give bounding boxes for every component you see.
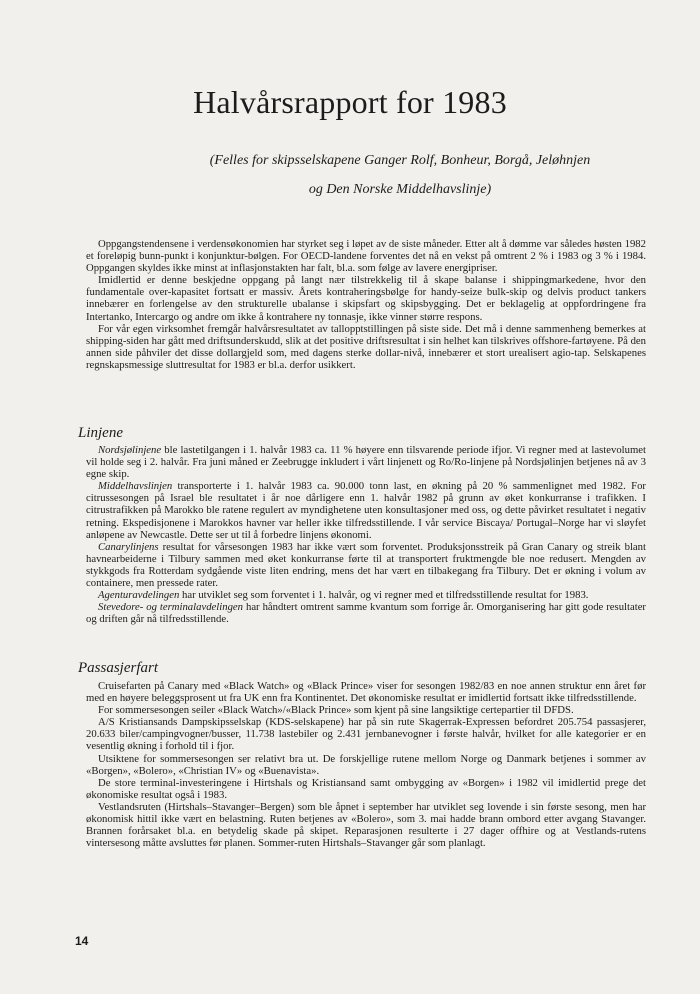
subtitle (120, 146, 680, 204)
passasjerfart-paragraph: De store terminal-investeringene i Hirtshals og Kristiansand samt ombygging av «Borgen» i 1982 vil imidlertid prege det økonomiske resultat også i 1983. (86, 776, 646, 801)
passasjerfart-section (86, 680, 646, 849)
linjene-section (86, 444, 646, 625)
passasjerfart-paragraph: Cruisefarten på Canary med «Black Watch» og «Black Prince» viser for sesongen 1982/83 en noe annen struktur enn året før med en høyere beleggsprosent ut fra UK enn fra Kontinentet. Det økonomiske resultat er imidlertid fortsatt ikke tilfredsstillende. (86, 680, 646, 705)
paragraph-text: ble lastetilgangen i 1. halvår 1983 ca. 11 % høyere enn tilsvarende periode ifjor. Vi regner med at lastevolumet vil holde seg i 2. halvår. Fra juni måned er Zeebrugge inkludert i vårt linjenett og Ro/Ro-linjene på Nordsjølinjen betjenes nå av 3 egne skip. (86, 444, 646, 481)
paragraph-text: har utviklet seg som forventet i 1. halvår, og vi regner med et tilfredsstillende resultat for 1983. (179, 589, 589, 602)
linjene-paragraph (86, 589, 646, 601)
paragraph-text: har håndtert omtrent samme kvantum som forrige år. Omorganisering har gitt gode resultater og driften går nå tilfredsstillende. (86, 601, 646, 626)
subtitle-line-2: og Den Norske Middelhavslinje) (308, 182, 492, 197)
subtitle-line-1: (Felles for skipsselskapene Ganger Rolf, Bonheur, Borgå, Jeløhnjen (209, 153, 591, 168)
passasjerfart-paragraph: Utsiktene for sommersesongen ser relativt bra ut. De forskjellige rutene mellom Norge og Danmark betjenes i sommer av «Borgen», «Bolero», «Christian IV» og «Buenavista». (86, 752, 646, 777)
linjene-paragraph (86, 480, 646, 540)
show-through-shadow (70, 48, 690, 82)
section-heading-passasjerfart: Passasjerfart (78, 660, 159, 676)
section-heading-linjene: Linjene (78, 425, 123, 441)
intro-paragraph: Oppgangstendensene i verdensøkonomien har styrket seg i løpet av de siste måneder. Etter alt å dømme var således høsten 1982 et foreløpig bunn-punkt i konjunktur-bølgen. For OECD-landene forventes det nå en vekst på omtrent 2 % i 1983 og 3 % i 1984. Oppgangen skyldes ikke minst at inflasjonstakten har falt, bl.a. som følge av lavere energipriser. (86, 238, 646, 275)
passasjerfart-paragraph: For sommersesongen seiler «Black Watch»/«Black Prince» som kjent på sine langsiktige certepartier til DFDS. (98, 704, 574, 717)
lead-term: Agenturavdelingen (98, 589, 180, 602)
paragraph-text: resultat for vårsesongen 1983 har ikke vært som forventet. Produksjonsstreik på Gran Canary og streik blant havnearbeiderne i Tilbury sammen med øket konkurranse førte til at transportert fruktmengde ble noe redusert. Mengden av stykkgods fra Rotterdam sydgående viste liten endring, mens det har vært en tilbakegang fra Tilbury. Det er økning i volum av containere, men pressede rater. (86, 540, 646, 590)
intro-section (86, 238, 646, 371)
passasjerfart-paragraph: A/S Kristiansands Dampskipsselskap (KDS-selskapene) har på sin rute Skagerrak-Expressen befordret 205.754 passasjerer, 20.633 biler/campingvogner/busser, 11.738 lastebiler og 2.431 jernbanevogner i første halvår, hvilket for alle kategorier er en vesentlig økning i forhold til i fjor. (86, 716, 646, 753)
intro-paragraph: Imidlertid er denne beskjedne oppgang på langt nær tilstrekkelig til å skape balanse i shippingmarkedene, hvor den fundamentale over-kapasitet fortsatt er massiv. Årets kontraheringsbølge for handy-seize bulk-skip og delvis product tankers innebærer en forlengelse av den strukturelle ubalanse i skipsfart og skipsbygging. Det er beklagelig at oppfordringene fra Intertanko, Intercargo og andre om ikke å kontrahere ny tonnasje, ikke vinner større respons. (86, 274, 646, 323)
page-number: 14 (75, 934, 89, 948)
linjene-paragraph (86, 541, 646, 589)
paragraph-text: transporterte i 1. halvår 1983 ca. 90.000 tonn last, en økning på 20 % sammenlignet med 1982. For citrussesongen på Israel ble resultatet i år noe dårligere enn 1. halvår 1982 på grunn av øket konkurranse i trafikken. I citrustrafikken på Marokko ble ratene regulert av myndighetene uten konsultasjoner med oss, og dette påvirket resultatet i negativ retning. Ekspedisjonene i Marokkos havner var heller ikke tilfredsstillende. I vår service Biscaya/ Portugal–Norge har vi sløyfet anløpene av Newcastle. Dette ser ut til å forbedre linjens økonomi. (86, 480, 646, 541)
lead-term: Canarylinjens (98, 540, 159, 553)
lead-term: Stevedore- og terminalavdelingen (98, 601, 244, 614)
intro-paragraph: For vår egen virksomhet fremgår halvårsresultatet av tallopptstillingen på siste side. Det må i denne sammenheng bemerkes at shipping-siden har gått med driftsunderskudd, slik at det positive driftsresultat i sin helhet kan tilskrives offshore-fartøyene. På den annen side påhviler det disse dollargjeld som, med dagens sterke dollar-nivå, innebærer et stort urealisert agio-tap. Selskapenes regnskapsmessige sluttresultat for 1983 er bl.a. derfor usikkert. (86, 322, 646, 371)
lead-term: Nordsjølinjene (98, 444, 162, 456)
passasjerfart-paragraph: Vestlandsruten (Hirtshals–Stavanger–Bergen) som ble åpnet i september har utviklet seg lovende i sin første sesong, men har økonomisk hittil ikke vært en belastning. Ruten betjenes av «Bolero», som 3. mai hadde brann ombord etter avgang Stavanger. Brannen forårsaket bl.a. en betydelig skade på skipet. Reparasjonen resulterte i 27 dager offhire og at Vestlands-rutens vintersesong måtte avsluttes før planen. Sommer-ruten Hirtshals–Stavanger går som planlagt. (86, 800, 646, 850)
linjene-paragraph (86, 444, 646, 480)
lead-term: Middelhavslinjen (98, 480, 173, 493)
linjene-paragraph (86, 601, 646, 625)
page-title: Halvårsrapport for 1983 (193, 84, 507, 120)
